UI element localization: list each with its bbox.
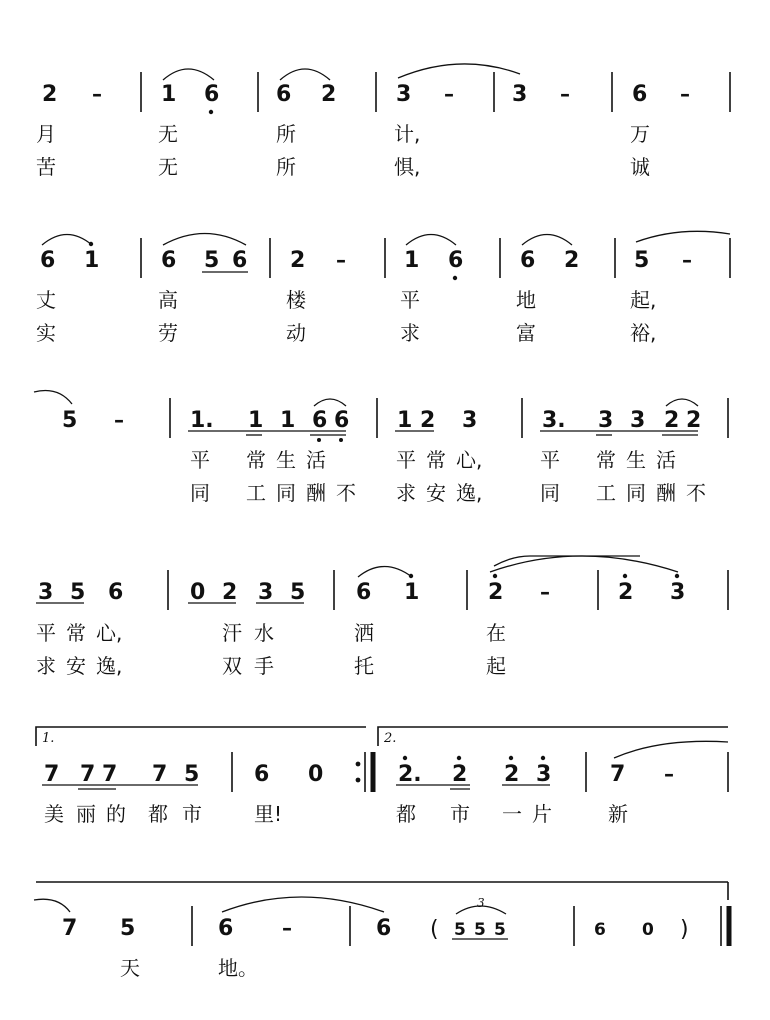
note: 0 <box>308 762 324 787</box>
note: 3 <box>598 408 614 433</box>
note: 1 <box>280 408 296 433</box>
note: 1. <box>190 408 214 433</box>
lyric: 实 <box>36 321 56 345</box>
note: 0 <box>642 920 654 940</box>
octave-dot-above <box>623 574 627 578</box>
lyric: 安 <box>66 654 86 678</box>
lyric: 不 <box>336 481 356 505</box>
lyric: 心, <box>456 448 483 472</box>
lyric: 平 <box>396 448 416 472</box>
lyric: 平 <box>190 448 210 472</box>
lyric: 一 <box>502 802 522 826</box>
note: 1 <box>84 248 100 273</box>
note: 6 <box>632 82 648 107</box>
note: 2 <box>452 762 468 787</box>
lyric: 所 <box>276 155 296 179</box>
note: 6 <box>356 580 372 605</box>
slur <box>358 567 412 578</box>
lyric: 计, <box>394 122 421 146</box>
lyric: 活 <box>306 448 326 472</box>
note: 2 <box>664 408 680 433</box>
slur <box>314 399 346 406</box>
lyric: 丽 <box>76 802 96 826</box>
octave-dot-below <box>317 438 321 442</box>
note: 7 <box>80 762 96 787</box>
note: 2 <box>618 580 634 605</box>
note: 5 <box>474 920 486 940</box>
system-6 <box>34 882 729 980</box>
note: 5 <box>454 920 466 940</box>
note: 6 <box>376 916 392 941</box>
note: 5 <box>184 762 200 787</box>
note: – <box>560 82 570 106</box>
note: – <box>282 916 292 940</box>
note: – <box>664 762 674 786</box>
note: 6 <box>312 408 328 433</box>
note: 7 <box>152 762 168 787</box>
note: 2 <box>321 82 337 107</box>
note: 7 <box>102 762 118 787</box>
note: 6 <box>161 248 177 273</box>
lyric: 酬 <box>306 481 326 505</box>
note: 1 <box>404 580 420 605</box>
note: – <box>336 248 346 272</box>
note: 6 <box>594 920 606 940</box>
slur <box>280 69 330 80</box>
note: 6 <box>276 82 292 107</box>
lyric: 富 <box>516 321 536 345</box>
note: 5 <box>494 920 506 940</box>
note: 2 <box>564 248 580 273</box>
lyric: 新 <box>608 802 628 826</box>
volta-label: 2. <box>384 731 397 746</box>
note: 0 <box>190 580 206 605</box>
lyric: 无 <box>158 122 178 146</box>
note: 3 <box>670 580 686 605</box>
note: 1 <box>248 408 264 433</box>
system-5 <box>36 727 728 826</box>
lyric: 工 <box>246 481 266 505</box>
note: 2. <box>398 762 422 787</box>
lyric: 酬 <box>656 481 676 505</box>
lyric: 的 <box>106 802 126 826</box>
note: 5 <box>634 248 650 273</box>
lyric: 活 <box>656 448 676 472</box>
note: 6 <box>520 248 536 273</box>
note: – <box>540 580 550 604</box>
system-1 <box>36 64 730 179</box>
note: – <box>92 82 102 106</box>
lyric: 托 <box>354 654 374 678</box>
octave-dot-above <box>493 574 497 578</box>
lyric: 平 <box>36 621 56 645</box>
lyric: 起 <box>486 654 506 678</box>
note: 2 <box>420 408 436 433</box>
lyric: 常 <box>66 621 86 645</box>
lyric: 市 <box>182 802 202 826</box>
note: 7 <box>610 762 626 787</box>
octave-dot-below <box>209 110 213 114</box>
note: 5 <box>204 248 220 273</box>
volta-label: 1. <box>42 731 55 746</box>
note: 3. <box>542 408 566 433</box>
lyric: 同 <box>626 481 646 505</box>
lyric: 劳 <box>158 321 178 345</box>
lyric: 天 <box>120 956 140 980</box>
lyric: 逸, <box>456 481 483 505</box>
octave-dot-above <box>403 756 407 760</box>
lyric: 洒 <box>354 621 374 645</box>
note: 3 <box>630 408 646 433</box>
lyric: 楼 <box>286 288 306 312</box>
octave-dot-above <box>457 756 461 760</box>
tie <box>34 391 72 405</box>
tie <box>398 64 520 78</box>
lyric: 无 <box>158 155 178 179</box>
octave-dot-below <box>339 438 343 442</box>
note: – <box>444 82 454 106</box>
note: 6 <box>232 248 248 273</box>
lyric: 苦 <box>36 155 56 179</box>
note: 2 <box>290 248 306 273</box>
lyric: 起, <box>630 288 657 312</box>
lyric: 求 <box>36 654 56 678</box>
note: 5 <box>290 580 306 605</box>
volta-bracket-1 <box>36 727 366 746</box>
note: 3 <box>536 762 552 787</box>
lyric: 里! <box>254 802 283 826</box>
lyric: 工 <box>596 481 616 505</box>
lyric: 动 <box>286 321 306 345</box>
system-3 <box>34 391 728 506</box>
lyric: 裕, <box>630 321 657 345</box>
note: 3 <box>462 408 478 433</box>
lyric: 丈 <box>36 288 56 312</box>
lyric: 水 <box>254 621 274 645</box>
note: 6 <box>40 248 56 273</box>
lyric: 高 <box>158 288 178 312</box>
lyric: 都 <box>148 802 168 826</box>
slur <box>163 69 214 80</box>
repeat-dot <box>356 762 361 767</box>
lyric: 心, <box>96 621 123 645</box>
lyric: 双 <box>222 654 242 678</box>
octave-dot-above <box>541 756 545 760</box>
slur <box>42 235 92 246</box>
note: – <box>682 248 692 272</box>
note: 3 <box>396 82 412 107</box>
note: 7 <box>44 762 60 787</box>
octave-dot-above <box>675 574 679 578</box>
lyric: 同 <box>190 481 210 505</box>
lyric: 万 <box>630 122 650 146</box>
note: 2 <box>488 580 504 605</box>
lyric: 常 <box>596 448 616 472</box>
note: 7 <box>62 916 78 941</box>
note: 2 <box>686 408 702 433</box>
note: 5 <box>120 916 136 941</box>
tie <box>614 741 728 758</box>
note: 6 <box>204 82 220 107</box>
note: 1 <box>397 408 413 433</box>
lyric: 平 <box>540 448 560 472</box>
lyric: 市 <box>450 802 470 826</box>
lyric: 汗 <box>222 621 242 645</box>
system-2 <box>36 231 730 345</box>
lyric: 不 <box>686 481 706 505</box>
lyric: 地。 <box>218 956 258 980</box>
lyric: 常 <box>426 448 446 472</box>
note: 6 <box>108 580 124 605</box>
lyric: 同 <box>540 481 560 505</box>
note: 6 <box>218 916 234 941</box>
note: 5 <box>62 408 78 433</box>
note: 3 <box>512 82 528 107</box>
tie <box>490 556 678 572</box>
tie <box>222 897 384 912</box>
tie <box>636 231 730 242</box>
note: 1 <box>161 82 177 107</box>
note: 3 <box>258 580 274 605</box>
lyric: 美 <box>44 802 64 826</box>
lyric: 同 <box>276 481 296 505</box>
lyric: 安 <box>426 481 446 505</box>
lyric: 惧, <box>394 155 421 179</box>
note: – <box>114 408 124 432</box>
lyric: 月 <box>36 122 56 146</box>
note: – <box>680 82 690 106</box>
lyric: 诚 <box>630 155 650 179</box>
lyric: 在 <box>486 621 506 645</box>
note: 6 <box>334 408 350 433</box>
octave-dot-above <box>509 756 513 760</box>
lyric: 逸, <box>96 654 123 678</box>
lyric: 求 <box>400 321 420 345</box>
note: 1 <box>404 248 420 273</box>
slur <box>406 235 456 246</box>
lyric: 地 <box>516 288 536 312</box>
parenthesis-close: ) <box>680 917 689 942</box>
parenthesis-open: ( <box>430 917 439 942</box>
note: 6 <box>448 248 464 273</box>
note: 2 <box>504 762 520 787</box>
lyric: 手 <box>254 654 274 678</box>
octave-dot-below <box>453 276 457 280</box>
system-4 <box>36 556 728 678</box>
slur <box>163 234 246 246</box>
lyric: 求 <box>396 481 416 505</box>
note: 2 <box>222 580 238 605</box>
lyric: 生 <box>276 448 296 472</box>
lyric: 都 <box>396 802 416 826</box>
note: 3 <box>38 580 54 605</box>
lyric: 生 <box>626 448 646 472</box>
note: 2 <box>42 82 58 107</box>
lyric: 片 <box>532 802 552 826</box>
note: 5 <box>70 580 86 605</box>
slur <box>522 235 572 246</box>
note: 6 <box>254 762 270 787</box>
tuplet-number: 3 <box>477 896 485 910</box>
lyric: 常 <box>246 448 266 472</box>
lyric: 平 <box>400 288 420 312</box>
lyric: 所 <box>276 122 296 146</box>
slur <box>666 399 698 406</box>
repeat-dot <box>356 778 361 783</box>
tie <box>34 899 70 912</box>
